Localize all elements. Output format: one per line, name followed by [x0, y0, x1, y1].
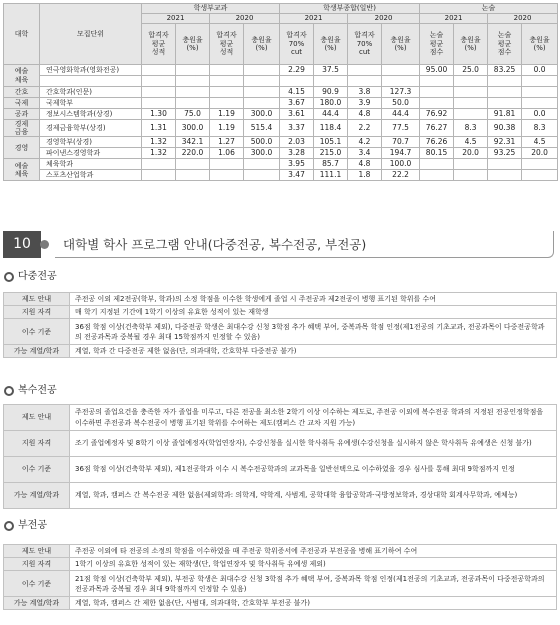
- table-row: [4, 120, 558, 137]
- row-label: 가능 계열/학과: [4, 597, 70, 610]
- value-cell: 3.4: [348, 148, 382, 159]
- university-cell: 국제: [4, 98, 40, 109]
- row-label: 이수 기준: [4, 571, 70, 597]
- value-cell: 1.30: [142, 109, 176, 120]
- row-text: 계열, 학과 간 다중전공 제한 없음(단, 의과대학, 간호학부 다중전공 불가): [70, 345, 557, 358]
- value-cell: 1.06: [210, 148, 244, 159]
- row-text: 주전공 이외 제2전공(학부, 학과)의 소정 학점을 이수한 학생에게 졸업 시 주전공과 제2전공이 병행 표기된 학위를 수여: [70, 293, 557, 306]
- row-text: 계열, 학과, 캠퍼스 간 복수전공 제한 없음(제외학과: 의학계, 약학계, 사범계, 공학대학 융합공학과·국방정보학과, 경상대학 회계사무학과, 예체능): [70, 483, 557, 509]
- row-label: 제도 안내: [4, 405, 70, 431]
- value-cell: 92.31: [488, 137, 522, 148]
- value-cell: 91.81: [488, 109, 522, 120]
- program-heading-double: [4, 384, 57, 398]
- header-metric: 합격자 평균 성적: [210, 24, 244, 65]
- header-year: 2020: [348, 14, 420, 24]
- value-cell: [522, 170, 558, 181]
- value-cell: 3.95: [280, 159, 314, 170]
- value-cell: [210, 170, 244, 181]
- value-cell: [522, 76, 558, 87]
- ring-bullet-icon: [4, 272, 14, 282]
- ring-bullet-icon: [4, 521, 14, 531]
- value-cell: 3.37: [280, 120, 314, 137]
- value-cell: 90.38: [488, 120, 522, 137]
- value-cell: 1.19: [210, 120, 244, 137]
- value-cell: 8.3: [454, 120, 488, 137]
- value-cell: [176, 170, 210, 181]
- value-cell: [522, 98, 558, 109]
- table-row: [4, 87, 558, 98]
- program-table-double: [3, 404, 557, 509]
- value-cell: [382, 65, 420, 76]
- header-metric: 합격자 평균 성적: [142, 24, 176, 65]
- value-cell: [142, 170, 176, 181]
- value-cell: 2.29: [280, 65, 314, 76]
- value-cell: [382, 76, 420, 87]
- value-cell: [244, 98, 280, 109]
- value-cell: 50.0: [382, 98, 420, 109]
- value-cell: 3.61: [280, 109, 314, 120]
- value-cell: 90.9: [314, 87, 348, 98]
- value-cell: 4.8: [348, 159, 382, 170]
- value-cell: 70.7: [382, 137, 420, 148]
- value-cell: 85.7: [314, 159, 348, 170]
- unit-cell: 연극영화학과(영화전공): [40, 65, 142, 76]
- university-cell: 공과: [4, 109, 40, 120]
- value-cell: 83.25: [488, 65, 522, 76]
- table-row: [4, 148, 558, 159]
- table-row: [4, 170, 558, 181]
- value-cell: [420, 170, 454, 181]
- value-cell: 105.1: [314, 137, 348, 148]
- value-cell: [210, 65, 244, 76]
- value-cell: [488, 87, 522, 98]
- university-cell: 예술 체육: [4, 159, 40, 181]
- value-cell: [280, 76, 314, 87]
- value-cell: 95.00: [420, 65, 454, 76]
- row-label: 가능 계열/학과: [4, 345, 70, 358]
- header-metric: 충원율 (%): [454, 24, 488, 65]
- value-cell: 1.19: [210, 109, 244, 120]
- value-cell: 25.0: [454, 65, 488, 76]
- row-label: 이수 기준: [4, 319, 70, 345]
- value-cell: 8.3: [522, 120, 558, 137]
- program-heading-multi: [4, 270, 57, 284]
- unit-cell: 체육학과: [40, 159, 142, 170]
- value-cell: 3.28: [280, 148, 314, 159]
- table-row: [4, 98, 558, 109]
- value-cell: [244, 87, 280, 98]
- header-year: 2021: [420, 14, 488, 24]
- value-cell: [176, 65, 210, 76]
- value-cell: [488, 170, 522, 181]
- value-cell: 4.5: [454, 137, 488, 148]
- unit-cell: 경제금융학부(상경): [40, 120, 142, 137]
- value-cell: [244, 76, 280, 87]
- header-year: 2021: [280, 14, 348, 24]
- value-cell: 37.5: [314, 65, 348, 76]
- unit-cell: 국제학부: [40, 98, 142, 109]
- value-cell: [314, 76, 348, 87]
- value-cell: 342.1: [176, 137, 210, 148]
- value-cell: [488, 159, 522, 170]
- header-metric: 충원율 (%): [244, 24, 280, 65]
- unit-cell: 스포츠산업학과: [40, 170, 142, 181]
- row-text: 매 학기 지정된 기간에 1학기 이상의 유효한 성적이 있는 재학생: [70, 306, 557, 319]
- value-cell: [420, 76, 454, 87]
- header-group: 학생부교과: [142, 4, 280, 14]
- value-cell: [488, 76, 522, 87]
- university-cell: 경영: [4, 137, 40, 159]
- value-cell: [142, 159, 176, 170]
- value-cell: [244, 170, 280, 181]
- header-metric: 충원율 (%): [314, 24, 348, 65]
- value-cell: 500.0: [244, 137, 280, 148]
- row-label: 지원 자격: [4, 306, 70, 319]
- value-cell: 111.1: [314, 170, 348, 181]
- value-cell: 118.4: [314, 120, 348, 137]
- value-cell: [142, 65, 176, 76]
- table-row: [4, 65, 558, 76]
- value-cell: [420, 159, 454, 170]
- program-table-multi: [3, 292, 557, 358]
- value-cell: [176, 76, 210, 87]
- value-cell: [522, 159, 558, 170]
- value-cell: 80.15: [420, 148, 454, 159]
- header-metric: 충원율 (%): [522, 24, 558, 65]
- program-title: 부전공: [18, 519, 47, 531]
- row-label: 제도 안내: [4, 545, 70, 558]
- header-metric: 합격자 70% cut: [280, 24, 314, 65]
- value-cell: [244, 65, 280, 76]
- value-cell: 2.03: [280, 137, 314, 148]
- section-number: 10: [3, 231, 41, 258]
- program-title: 다중전공: [18, 270, 57, 282]
- university-cell: 예술 체육: [4, 65, 40, 87]
- value-cell: 127.3: [382, 87, 420, 98]
- table-row: [4, 159, 558, 170]
- header-metric: 합격자 70% cut: [348, 24, 382, 65]
- value-cell: [454, 87, 488, 98]
- value-cell: 4.2: [348, 137, 382, 148]
- value-cell: 2.2: [348, 120, 382, 137]
- value-cell: [454, 170, 488, 181]
- section-title: 대학별 학사 프로그램 안내(다중전공, 복수전공, 부전공): [55, 231, 554, 258]
- table-row: [4, 76, 558, 87]
- row-text: 주전공의 졸업요건을 충족한 자가 졸업을 미루고, 다른 전공을 최소한 2학기 이상 이수하는 제도로, 주전공 이외에 복수전공 학과의 지정된 전공인정학점을 이수하면 주전공과 복수전공이 병행 표기된 학위를 수여하는 제도(캠퍼스 간 교차 지원 가능): [70, 405, 557, 431]
- header-unit: 모집단위: [40, 4, 142, 65]
- row-label: 지원 자격: [4, 558, 70, 571]
- value-cell: 93.25: [488, 148, 522, 159]
- admission-stats-table: [3, 3, 558, 181]
- value-cell: 300.0: [244, 109, 280, 120]
- value-cell: 3.8: [348, 87, 382, 98]
- value-cell: [348, 65, 382, 76]
- value-cell: [420, 98, 454, 109]
- value-cell: 4.5: [522, 137, 558, 148]
- value-cell: 44.4: [314, 109, 348, 120]
- unit-cell: [40, 76, 142, 87]
- value-cell: [210, 87, 244, 98]
- program-table-minor: [3, 544, 557, 610]
- section-banner: [3, 231, 554, 258]
- value-cell: [142, 98, 176, 109]
- value-cell: [522, 87, 558, 98]
- value-cell: 22.2: [382, 170, 420, 181]
- value-cell: 20.0: [454, 148, 488, 159]
- program-heading-minor: [4, 519, 47, 533]
- value-cell: 194.7: [382, 148, 420, 159]
- unit-cell: 파이낸스경영학과: [40, 148, 142, 159]
- row-text: 조기 졸업예정자 및 8학기 이상 졸업예정자(학업연장자), 수강신청을 실시한 학사취득 유예생(수강신청을 실시하지 않은 학사취득 유예생은 신청 불가): [70, 431, 557, 457]
- header-metric: 충원율 (%): [382, 24, 420, 65]
- value-cell: [348, 76, 382, 87]
- value-cell: 1.31: [142, 120, 176, 137]
- header-year: 2021: [142, 14, 210, 24]
- unit-cell: 간호학과(인문): [40, 87, 142, 98]
- header-university: 대학: [4, 4, 40, 65]
- header-year: 2020: [488, 14, 558, 24]
- ring-bullet-icon: [4, 386, 14, 396]
- value-cell: 0.0: [522, 65, 558, 76]
- value-cell: [454, 98, 488, 109]
- row-label: 가능 계열/학과: [4, 483, 70, 509]
- university-cell: 간호: [4, 87, 40, 98]
- value-cell: [454, 159, 488, 170]
- value-cell: [244, 159, 280, 170]
- header-group: 논술: [420, 4, 558, 14]
- value-cell: 4.15: [280, 87, 314, 98]
- value-cell: 1.32: [142, 148, 176, 159]
- value-cell: [176, 98, 210, 109]
- value-cell: 77.5: [382, 120, 420, 137]
- header-metric: 충원율 (%): [176, 24, 210, 65]
- row-text: 36점 학점 이상(건축학부 제외), 다중전공 학생은 최대수강 신청 3학점 추가 혜택 부여, 중복과목 학점 인정(제1전공의 기초교과, 전공과목이 다중전공학과의 전공과목과 중복될 경우 최대 15학점까지 인정할 수 있음): [70, 319, 557, 345]
- value-cell: 515.4: [244, 120, 280, 137]
- bullet-dot-icon: [40, 240, 49, 249]
- table-row: [4, 137, 558, 148]
- row-text: 주전공 이외에 타 전공의 소정의 학점을 이수하였을 때 주전공 학위증서에 주전공과 부전공을 병해 표기하여 수여: [70, 545, 557, 558]
- value-cell: 76.27: [420, 120, 454, 137]
- value-cell: 215.0: [314, 148, 348, 159]
- row-text: 36점 학점 이상(건축학부 제외), 제1전공학과 이수 시 복수전공학과의 교과목을 일반선택으로 이수하였을 경우 심사를 통해 최대 9학점까지 인정: [70, 457, 557, 483]
- row-text: 계열, 학과, 캠퍼스 간 제한 없음(단, 사범대, 의과대학, 간호학부 부전공 불가): [70, 597, 557, 610]
- value-cell: [210, 98, 244, 109]
- value-cell: 300.0: [244, 148, 280, 159]
- value-cell: 3.67: [280, 98, 314, 109]
- value-cell: 1.8: [348, 170, 382, 181]
- value-cell: 1.32: [142, 137, 176, 148]
- unit-cell: 정보시스템학과(상경): [40, 109, 142, 120]
- program-title: 복수전공: [18, 384, 57, 396]
- value-cell: [142, 76, 176, 87]
- value-cell: 180.0: [314, 98, 348, 109]
- value-cell: [488, 98, 522, 109]
- value-cell: 0.0: [522, 109, 558, 120]
- value-cell: [454, 109, 488, 120]
- unit-cell: 경영학부(상경): [40, 137, 142, 148]
- value-cell: [142, 87, 176, 98]
- value-cell: 20.0: [522, 148, 558, 159]
- row-label: 제도 안내: [4, 293, 70, 306]
- value-cell: 220.0: [176, 148, 210, 159]
- table-row: [4, 109, 558, 120]
- value-cell: [420, 87, 454, 98]
- row-label: 지원 자격: [4, 431, 70, 457]
- value-cell: [210, 159, 244, 170]
- header-metric: 논술 평균 점수: [420, 24, 454, 65]
- value-cell: 76.92: [420, 109, 454, 120]
- row-text: 21점 학점 이상(건축학부 제외), 부전공 학생은 최대수강 신청 3학점 추가 혜택 부여, 중복과목 학점 인정(제1전공의 기초교과, 전공과목이 다중전공학과의 전공과목과 중복될 경우 최대 9학점까지 인정할 수 있음): [70, 571, 557, 597]
- header-metric: 논술 평균 점수: [488, 24, 522, 65]
- value-cell: [176, 87, 210, 98]
- value-cell: 76.26: [420, 137, 454, 148]
- value-cell: [210, 76, 244, 87]
- value-cell: 300.0: [176, 120, 210, 137]
- row-label: 이수 기준: [4, 457, 70, 483]
- value-cell: 3.9: [348, 98, 382, 109]
- row-text: 1학기 이상의 유효한 성적이 있는 재학생(단, 학업연장자 및 학사취득 유예생 제외): [70, 558, 557, 571]
- value-cell: 3.47: [280, 170, 314, 181]
- value-cell: 100.0: [382, 159, 420, 170]
- value-cell: 75.0: [176, 109, 210, 120]
- header-year: 2020: [210, 14, 280, 24]
- value-cell: [454, 76, 488, 87]
- value-cell: 44.4: [382, 109, 420, 120]
- value-cell: 4.8: [348, 109, 382, 120]
- value-cell: 1.27: [210, 137, 244, 148]
- value-cell: [176, 159, 210, 170]
- header-group: 학생부종합(일반): [280, 4, 420, 14]
- university-cell: 경제 금융: [4, 120, 40, 137]
